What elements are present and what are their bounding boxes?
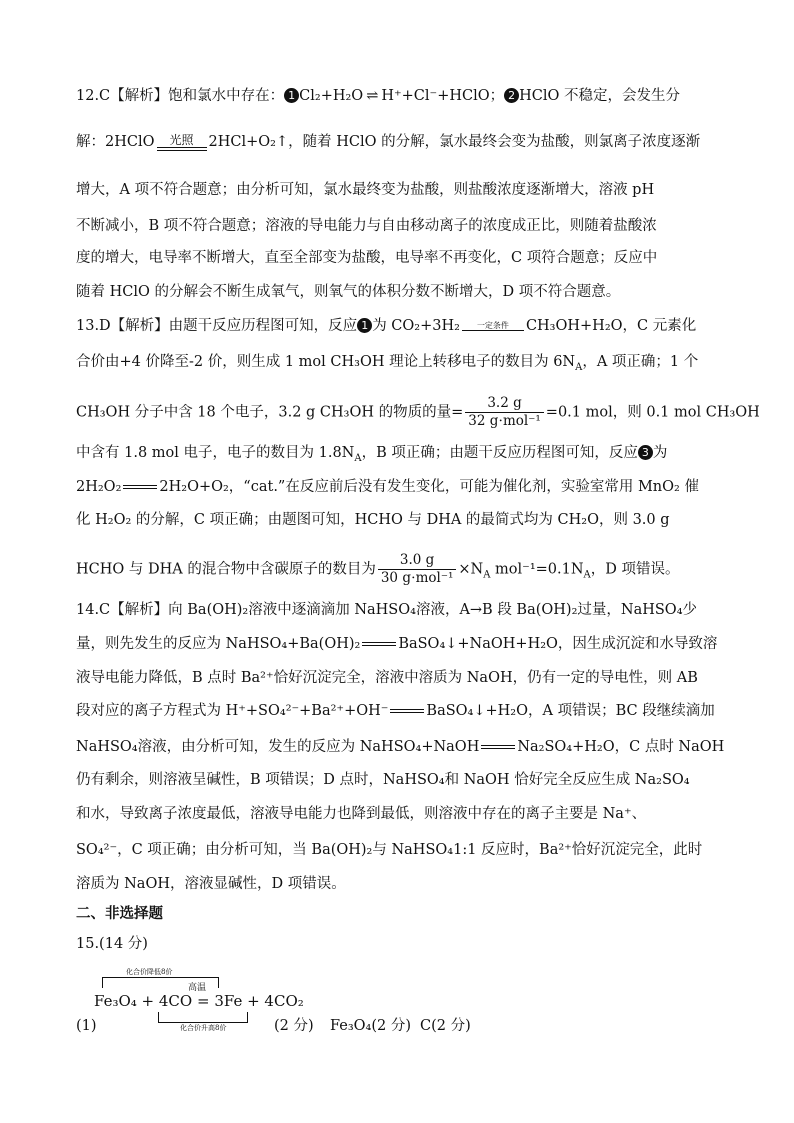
q13-text: mol⁻¹=0.1N xyxy=(490,561,584,578)
equals-bar xyxy=(481,745,515,749)
q14-text: BaSO₄↓+H₂O，A 项错误；BC 段继续滴加 xyxy=(426,703,715,719)
q14-line-9: 溶质为 NaOH，溶液显碱性，D 项错误。 xyxy=(76,876,346,892)
fraction xyxy=(465,395,544,430)
reaction-condition xyxy=(157,134,207,151)
q13-line-5 xyxy=(76,477,699,497)
circled-number-1: 1 xyxy=(357,318,372,333)
q13-text: =0.1 mol，则 0.1 mol CH₃OH xyxy=(545,404,760,421)
q14-text: NaHSO₄溶液，由分析可知，发生的反应为 NaHSO₄+NaOH xyxy=(76,739,480,755)
fraction-numerator: 3.2 g xyxy=(465,395,544,413)
q13-line-6: 化 H₂O₂ 的分解，C 项正确；由题图可知，HCHO 与 DHA 的最简式均为 CH₂O，则 3.0 g xyxy=(76,512,670,528)
q13-text: 中含有 1.8 mol 电子，电子的数目为 1.8N xyxy=(76,445,355,461)
q13-text: 13.D【解析】由题干反应历程图可知，反应 xyxy=(76,318,358,334)
q14-line-6: 仍有剩余，则溶液呈碱性，B 项错误；D 点时，NaHSO₄和 NaOH 恰好完全反应生成 Na₂SO₄ xyxy=(76,772,690,788)
q13-text: CH₃OH 分子中含 18 个电子，3.2 g CH₃OH 的物质的量= xyxy=(76,404,464,421)
q12-line-4: 不断减小，B 项不符合题意；溶液的导电能力与自由移动离子的浓度成正比，则随着盐酸浓 xyxy=(76,218,657,234)
condition-label: 一定条件 xyxy=(476,321,509,330)
q13-line-3 xyxy=(76,395,760,430)
condition-label: 光照 xyxy=(169,132,194,147)
q13-line-4 xyxy=(76,443,667,463)
q12-text: HClO 不稳定，会发生分 xyxy=(519,88,680,104)
q14-text: 段对应的离子方程式为 H⁺+SO₄²⁻+Ba²⁺+OH⁻ xyxy=(76,703,389,719)
q13-text: 为 xyxy=(652,445,668,461)
equals-bar xyxy=(362,642,396,646)
q13-text: ，D 项错误。 xyxy=(590,561,680,578)
q13-text: ，B 项正确；由题干反应历程图可知，反应 xyxy=(361,445,638,461)
equals-bar xyxy=(123,485,157,489)
q13-text: CH₃OH+H₂O，C 元素化 xyxy=(525,318,697,334)
q12-text: 2HCl+O₂↑，随着 HClO 的分解，氯水最终会变为盐酸，则氯离子浓度逐渐 xyxy=(208,134,701,150)
q12-text: 解：2HClO xyxy=(76,134,155,150)
reaction-equation: Fe₃O₄ + 4CO = 3Fe + 4CO₂ xyxy=(94,992,304,1010)
subscript: A xyxy=(583,569,591,581)
q14-line-4 xyxy=(76,701,715,721)
reaction-arrow-icon xyxy=(462,330,524,331)
q15-answer-2: Fe₃O₄(2 分) xyxy=(330,1018,412,1034)
subscript: A xyxy=(354,452,362,464)
q14-text: BaSO₄↓+NaOH+H₂O，因生成沉淀和水导致溶 xyxy=(398,636,718,652)
circled-number-1: 1 xyxy=(284,88,299,103)
q13-text: HCHO 与 DHA 的混合物中含碳原子的数目为 xyxy=(76,561,376,578)
subscript: A xyxy=(483,569,491,581)
q13-text: 为 CO₂+3H₂ xyxy=(372,318,460,334)
q14-line-8: SO₄²⁻，C 项正确；由分析可知，当 Ba(OH)₂与 NaHSO₄1:1 反应时，Ba²⁺恰好沉淀完全，此时 xyxy=(76,842,703,858)
circled-number-3: 3 xyxy=(638,445,653,460)
q13-text: 合价由+4 价降至-2 价，则生成 1 mol CH₃OH 理论上转移电子的数目为 6N xyxy=(76,354,576,370)
q14-text: 量，则先发生的反应为 NaHSO₄+Ba(OH)₂ xyxy=(76,636,361,652)
q12-line-5: 度的增大，电导率不断增大，直至全部变为盐酸，电导率不再变化，C 项符合题意；反应中 xyxy=(76,250,658,266)
q13-text: ×N xyxy=(458,561,484,578)
lower-bracket xyxy=(158,1012,248,1023)
q12-line-6: 随着 HClO 的分解会不断生成氧气，则氧气的体积分数不断增大，D 项不符合题意。 xyxy=(76,284,621,300)
equals-bar xyxy=(390,709,424,713)
q13-line-2 xyxy=(76,352,698,372)
q12-text: 12.C【解析】饱和氯水中存在： xyxy=(76,88,285,104)
q13-text: 2H₂O₂ xyxy=(76,479,122,495)
equilibrium-arrow-icon: ⇌ xyxy=(366,88,379,104)
circled-number-2: 2 xyxy=(504,88,519,103)
fraction-denominator: 30 g⋅mol⁻¹ xyxy=(380,570,454,586)
q14-line-1: 14.C【解析】向 Ba(OH)₂溶液中逐滴滴加 NaHSO₄溶液，A→B 段 Ba(OH)₂过量，NaHSO₄少 xyxy=(76,602,698,618)
q13-line-1 xyxy=(76,316,696,336)
section-title: 二、非选择题 xyxy=(76,906,163,922)
q12-line-1 xyxy=(76,86,680,106)
q12-line-3: 增大，A 项不符合题意；由分析可知，氯水最终变为盐酸，则盐酸浓度逐渐增大，溶液 pH xyxy=(76,182,655,198)
q14-line-2 xyxy=(76,634,717,654)
reaction-condition xyxy=(462,321,524,331)
q15-heading: 15.(14 分) xyxy=(76,936,148,952)
q14-line-5 xyxy=(76,737,724,757)
fraction-denominator: 32 g⋅mol⁻¹ xyxy=(468,413,541,429)
q15-score: (2 分) xyxy=(274,1018,314,1034)
q13-text: 2H₂O+O₂，“cat.”在反应前后没有发生变化，可能为催化剂，实验室常用 MnO₂ 催 xyxy=(159,479,699,495)
q15-part1-label: (1) xyxy=(76,1018,97,1034)
q14-line-7: 和水，导致离子浓度最低，溶液导电能力也降到最低，则溶液中存在的离子主要是 Na⁺、 xyxy=(76,806,647,822)
fraction-numerator: 3.0 g xyxy=(378,552,457,570)
q14-line-3: 液导电能力降低，B 点时 Ba²⁺恰好沉淀完全，溶液中溶质为 NaOH，仍有一定的导电性，则 AB xyxy=(76,670,698,686)
valence-increase-note: 化合价升高8价 xyxy=(180,1024,227,1032)
subscript: A xyxy=(575,361,583,373)
redox-diagram xyxy=(94,968,304,1034)
condition-label: 高温 xyxy=(188,983,207,993)
q13-text: ，A 项正确；1 个 xyxy=(582,354,699,370)
equals-bar xyxy=(157,147,207,151)
q12-line-2 xyxy=(76,132,700,152)
fraction xyxy=(378,552,457,587)
q14-text: Na₂SO₄+H₂O，C 点时 NaOH xyxy=(517,739,725,755)
q12-products: H⁺+Cl⁻+HClO； xyxy=(381,88,505,104)
valence-decrease-note: 化合价降低8价 xyxy=(126,968,173,976)
q15-answer-3: C(2 分) xyxy=(420,1018,471,1034)
q13-line-7 xyxy=(76,552,680,587)
q12-reactants: Cl₂+H₂O xyxy=(299,88,364,104)
